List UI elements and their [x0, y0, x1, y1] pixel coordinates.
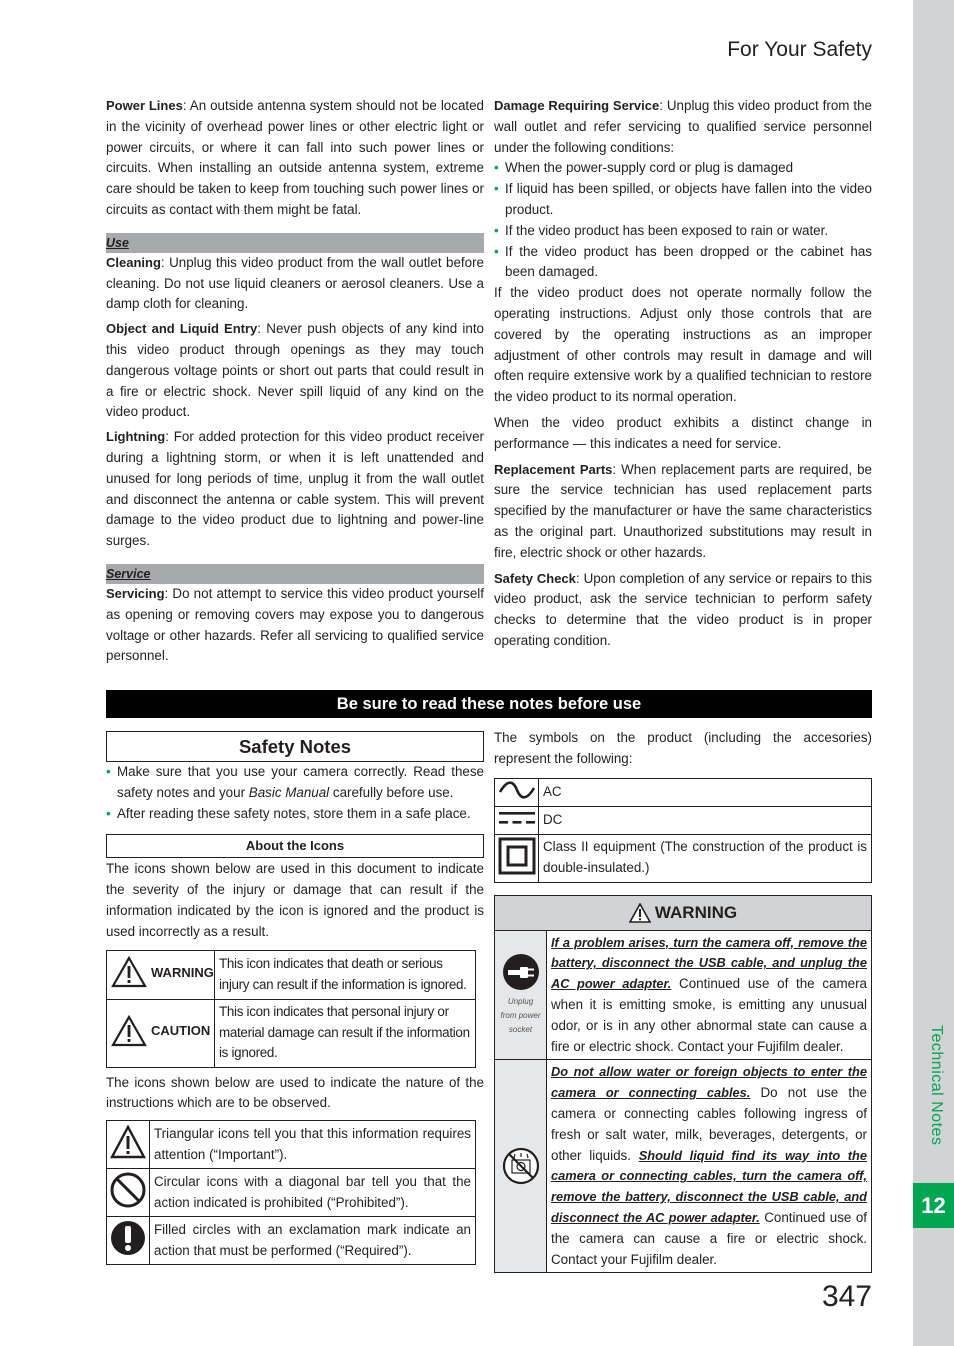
service-heading: Service [106, 564, 484, 584]
warning-description: This icon indicates that death or serious injury can result if the information is ignored. [215, 950, 476, 999]
bullet1-text: Make sure that you use your camera correctly. Read these safety notes and your [117, 764, 484, 800]
class-ii-label: Class II equipment (The construction of the product is double-insulated.) [539, 834, 872, 882]
table-row [107, 1121, 476, 1169]
servicing-text: : Do not attempt to service this video product yourself as opening or removing covers may expose you to dangerous voltage or other hazards. Refer all servicing to qualified service personnel. [106, 585, 484, 664]
liquid-warning-bold-1: Do not allow water or foreign objects to enter the camera or connecting cables. [551, 1064, 867, 1101]
chapter-side-tab[interactable] [913, 0, 954, 1346]
safety-check-term: Safety Check [494, 570, 576, 586]
caution-label: CAUTION [151, 1023, 211, 1039]
safety-notes-title: Safety Notes [106, 731, 484, 762]
basic-manual-title: Basic Manual [248, 784, 330, 800]
class-ii-icon-cell [495, 834, 539, 882]
abnormal-operation-paragraph: If the video product does not operate normally follow the operating instructions. Adjust only those controls that are covered by the operating instructions as an improper adjustment of other controls may result in damage and will often require extensive work by a qualified technician to restore the video product to its normal operation. [494, 285, 872, 405]
nature-intro-paragraph: The icons shown below are used to indicate the nature of the instructions which are to be observed. [106, 1074, 484, 1111]
liquid-warning-text [547, 1060, 871, 1272]
cleaning-term: Cleaning [106, 254, 161, 270]
warning-liquid-row [494, 1060, 872, 1273]
caption-line: from power [500, 1010, 541, 1020]
prohibited-description: Circular icons with a diagonal bar tell you that the action indicated is prohibited (“Prohibited”). [150, 1169, 476, 1217]
unplug-warning-bold: If a problem arises, turn the camera off, remove the battery, disconnect the USB cable, and unplug the AC power adapter. [551, 934, 867, 992]
right-column-top [494, 96, 872, 652]
unplug-warning-text [547, 931, 871, 1060]
important-icon-cell [107, 1121, 150, 1169]
required-icon [109, 1219, 147, 1257]
liquid-warning-body-2: Continued use of the camera can cause a fire or electric shock. Contact your Fujifilm dealer. [551, 1209, 867, 1267]
list-item: • If the video product has been exposed to rain or water. [494, 221, 872, 242]
list-item: • If liquid has been spilled, or objects have fallen into the video product. [494, 179, 872, 221]
lightning-text: : For added protection for this video product receiver during a lightning storm, or when it is left unattended and unused for long periods of time, unplug it from the wall outlet and disconnect the antenna or cable system. This will prevent damage to the video product due to lightning and power-line surges. [106, 429, 484, 549]
warning-box-title: WARNING [654, 902, 738, 922]
replacement-term: Replacement Parts [494, 461, 613, 477]
required-icon-cell [107, 1217, 150, 1265]
replacement-paragraph [494, 460, 872, 564]
object-liquid-term: Object and Liquid Entry [106, 321, 258, 337]
dc-icon [497, 807, 537, 829]
damage-paragraph [494, 96, 872, 158]
technical-notes-label: Technical Notes [928, 1025, 945, 1146]
unplug-caption [500, 995, 540, 1037]
about-icons-heading: About the Icons [106, 834, 484, 858]
table-row [495, 806, 872, 834]
damage-term: Damage Requiring Service [494, 98, 660, 113]
no-liquid-icon-cell [495, 1060, 547, 1272]
safety-check-paragraph [494, 569, 872, 652]
liquid-warning-bold-2: Should liquid find its way into the camera or connecting cables, turn the camera off, remove the battery, disconnect the USB cable, and disconnect the AC power adapter. [551, 1147, 867, 1225]
warning-label-cell [107, 950, 215, 999]
caption-line: Unplug [507, 996, 534, 1006]
side-tab-label [918, 1025, 948, 1175]
safety-notes-list [106, 762, 484, 824]
unplug-icon-cell [495, 931, 547, 1060]
dc-label: DC [539, 806, 872, 834]
table-row [495, 834, 872, 882]
performance-change-paragraph: When the video product exhibits a distinct change in performance — this indicates a need for service. [494, 414, 872, 451]
icons-intro-paragraph: The icons shown below are used in this document to indicate the severity of the injury or damage that can result if the information indicated by the icon is ignored and the product is used incorrectly as a result. [106, 861, 484, 939]
prohibited-icon [109, 1171, 147, 1209]
severity-icons-table [106, 950, 476, 1068]
table-row [495, 778, 872, 806]
caption-line: socket [508, 1024, 533, 1034]
servicing-term: Servicing [106, 585, 165, 601]
table-row [107, 1217, 476, 1265]
caution-label-cell [107, 999, 215, 1067]
left-column-top [106, 96, 484, 667]
ac-icon-cell [495, 778, 539, 806]
lightning-paragraph [106, 427, 484, 552]
symbols-intro-paragraph: The symbols on the product (including the accesories) represent the following: [494, 730, 872, 766]
damage-text: : Unplug this video product from the wall outlet and refer servicing to qualified service personnel under the following conditions: [494, 98, 872, 155]
warning-triangle-icon [111, 956, 147, 988]
list-item: • If the video product has been dropped or the cabinet has been damaged. [494, 242, 872, 284]
object-liquid-text: : Never push objects of any kind into this video product through openings as they may touch dangerous voltage points or short out parts that could result in a fire or electric shock. Never spill liquid of any kind on the video product. [106, 321, 485, 420]
servicing-paragraph [106, 584, 484, 667]
cleaning-paragraph [106, 253, 484, 315]
list-item [106, 762, 484, 804]
power-lines-text: : An outside antenna system should not be located in the vicinity of overhead power lines or other electric light or power circuits, or where it can fall into such power lines or circuits. When installing an outside antenna system, extreme care should be taken to keep from touching such power lines or circuits as contact with them might be fatal. [106, 98, 485, 217]
nature-icons-table [106, 1120, 476, 1265]
use-heading: Use [106, 233, 484, 253]
page-section-title: For Your Safety [727, 38, 872, 61]
power-lines-term: Power Lines [106, 98, 183, 113]
symbols-table [494, 778, 872, 883]
table-row [107, 999, 476, 1067]
service-conditions-list [494, 158, 872, 283]
triangle-exclamation-icon [110, 1125, 146, 1159]
warning-box-header [494, 895, 872, 931]
object-liquid-paragraph [106, 319, 484, 423]
warning-unplug-row [494, 931, 872, 1061]
class-ii-icon [498, 837, 536, 875]
caution-triangle-icon [111, 1015, 147, 1047]
list-item: • After reading these safety notes, store them in a safe place. [106, 804, 484, 825]
unplug-warning-body: Continued use of the camera when it is emitting smoke, is emitting any unusual odor, or is in any other abnormal state can cause a fire or electric shock. Contact your Fujifilm dealer. [551, 976, 867, 1054]
required-description: Filled circles with an exclamation mark indicate an action that must be performed (“Required”). [150, 1217, 476, 1265]
left-column-bottom [106, 731, 484, 1265]
no-liquid-icon [502, 1147, 540, 1185]
dc-icon-cell [495, 806, 539, 834]
warning-box [494, 895, 872, 1274]
warning-label: WARNING [151, 964, 214, 980]
important-description: Triangular icons tell you that this information requires attention (“Important”). [150, 1121, 476, 1169]
ac-icon [497, 779, 537, 801]
cleaning-text: : Unplug this video product from the wall outlet before cleaning. Do not use liquid cleaners or aerosol cleaners. Use a damp cloth for cleaning. [106, 254, 484, 312]
list-item: • When the power-supply cord or plug is damaged [494, 158, 872, 179]
chapter-number-badge[interactable]: 12 [913, 1183, 954, 1228]
read-before-use-banner: Be sure to read these notes before use [106, 690, 872, 718]
warning-triangle-icon [629, 903, 651, 923]
page-number: 347 [821, 1280, 872, 1313]
liquid-warning-body-1: Do not use the camera or connecting cables following ingress of fresh or salt water, milk, beverages, detergents, or other liquids. [551, 1085, 867, 1163]
unplug-icon [502, 953, 540, 991]
power-lines-paragraph [106, 96, 484, 221]
caution-description: This icon indicates that personal injury or material damage can result if the information is ignored. [215, 999, 476, 1067]
replacement-text: : When replacement parts are required, be sure the service technician has used replacement parts specified by the manufacturer or have the same characteristics as the original part. Unauthorized substitutions may result in fire, electric shock or other hazards. [494, 461, 872, 560]
lightning-term: Lightning [106, 429, 166, 445]
table-row [107, 950, 476, 999]
ac-label: AC [539, 778, 872, 806]
right-column-bottom [494, 728, 872, 1273]
table-row [107, 1169, 476, 1217]
safety-check-text: : Upon completion of any service or repairs to this video product, ask the service technician to perform safety checks to determine that the video product is in proper operating condition. [494, 570, 872, 648]
bullet1-text-end: carefully before use. [329, 784, 454, 800]
prohibited-icon-cell [107, 1169, 150, 1217]
